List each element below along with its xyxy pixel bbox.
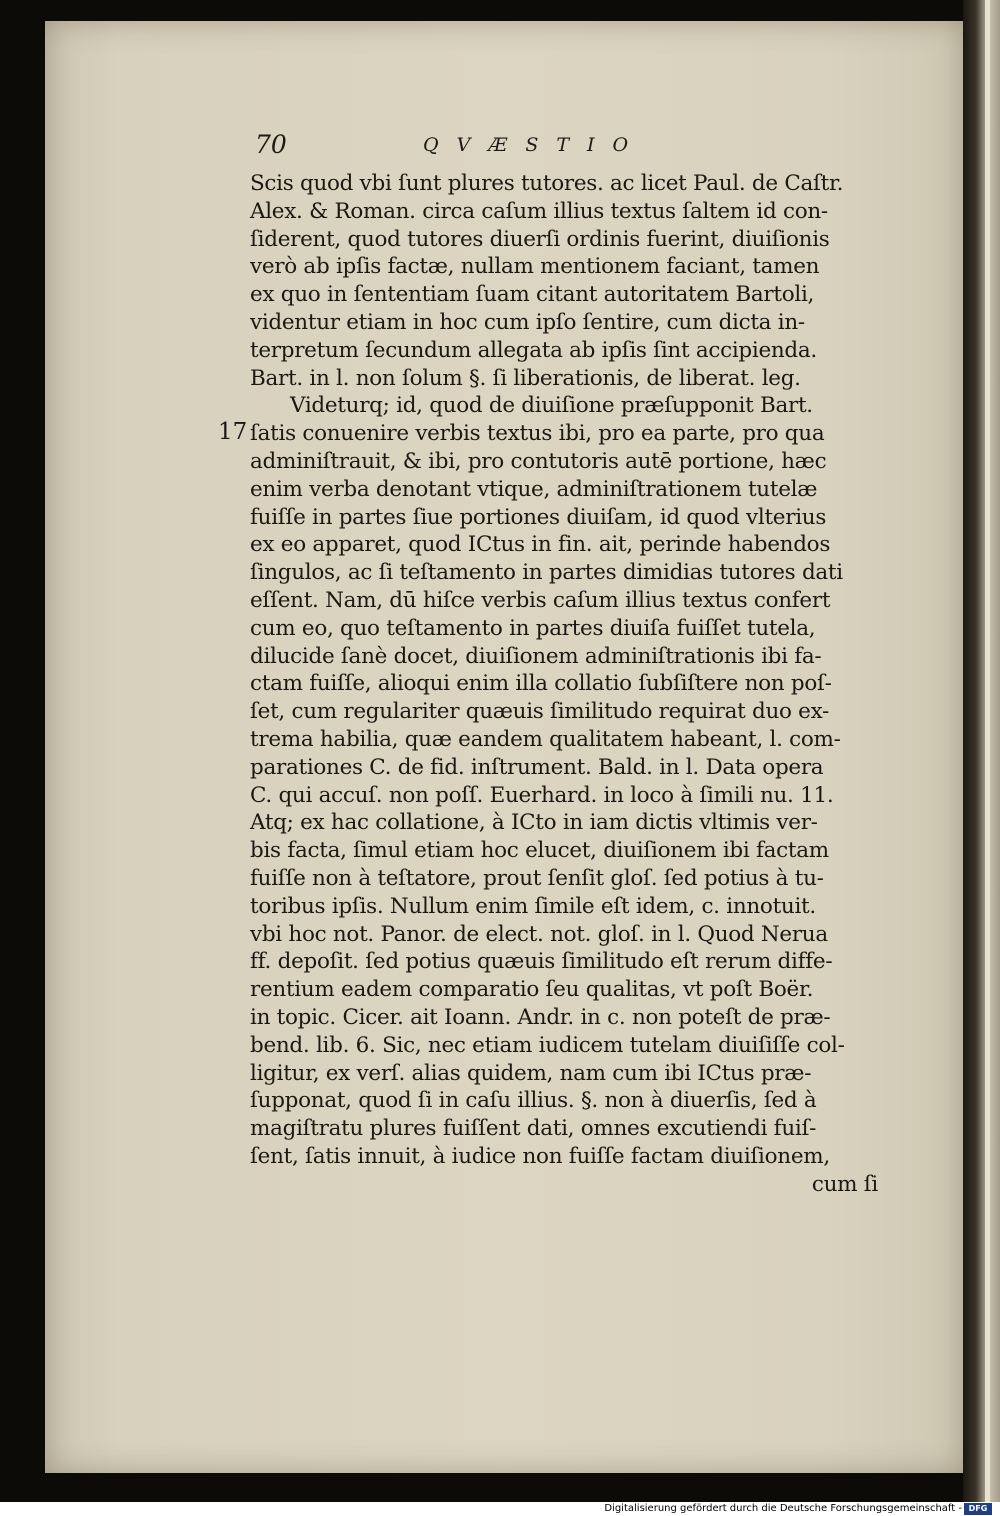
text-line: C. qui accuſ. non poſſ. Euerhard. in loco à ſimili nu. 11. <box>250 782 834 808</box>
dfg-logo-icon: DFG <box>964 1503 992 1515</box>
text-line: bend. lib. 6. Sic, nec etiam iudicem tutelam diuiſiſſe col- <box>250 1032 845 1058</box>
text-line: ex quo in ſententiam ſuam citant autoritatem Bartoli, <box>250 282 815 308</box>
text-line: toribus ipſis. Nullum enim ſimile eſt idem, c. innotuit. <box>250 893 816 919</box>
margin-note-number: 17 <box>218 419 248 445</box>
text-line: ſingulos, ac ſi teſtamento in partes dimidias tutores dati <box>250 560 843 586</box>
text-line: cum eo, quo teſtamento in partes diuiſa fuiſſet tutela, <box>250 615 816 641</box>
text-line: ſupponat, quod ſi in caſu illius. §. non à diuerſis, ſed à <box>250 1088 817 1114</box>
text-line: parationes C. de fid. inſtrument. Bald. in l. Data opera <box>250 754 824 780</box>
text-line: rentium eadem comparatio ſeu qualitas, vt poſt Boër. <box>250 977 814 1003</box>
page-body-text <box>250 170 878 1198</box>
running-title: QVÆSTIO <box>423 134 647 156</box>
book-edge <box>963 0 1000 1502</box>
text-line: vbi hoc not. Panor. de elect. not. gloſ. in l. Quod Nerua <box>250 921 828 947</box>
paragraph-start-line: Videturq; id, quod de diuiſione præſupponit Bart. <box>290 393 813 419</box>
text-line: verò ab ipſis factæ, nullam mentionem faciant, tamen <box>250 254 820 280</box>
text-line: ſiderent, quod tutores diuerſi ordinis fuerint, diuiſionis <box>250 226 830 252</box>
funding-notice: Digitalisierung gefördert durch die Deutsche Forschungsgemeinschaft - <box>604 1503 962 1514</box>
text-line: Atq; ex hac collatione, à ICto in iam dictis vltimis ver- <box>250 810 818 836</box>
text-line: fuiſſe in partes ſiue portiones diuiſam, id quod vlterius <box>250 504 827 530</box>
text-line: trema habilia, quæ eandem qualitatem habeant, l. com- <box>250 726 841 752</box>
text-line: Alex. & Roman. circa caſum illius textus ſaltem id con- <box>250 198 828 224</box>
text-line: ff. depoſit. ſed potius quæuis ſimilitudo eſt rerum diffe- <box>250 949 833 975</box>
text-line: Scis quod vbi ſunt plures tutores. ac licet Paul. de Caſtr. <box>250 171 844 196</box>
page-header <box>255 128 725 164</box>
text-line: fuiſſe non à teſtatore, prout ſenſit gloſ. ſed potius à tu- <box>250 865 824 891</box>
text-line: ligitur, ex verſ. alias quidem, nam cum ibi ICtus præ- <box>250 1060 812 1086</box>
text-line: enim verba denotant vtique, adminiſtrationem tutelæ <box>250 476 818 502</box>
text-line: bis facta, ſimul etiam hoc elucet, diuiſionem ibi factam <box>250 838 829 864</box>
text-line: ſet, cum regulariter quæuis ſimilitudo requirat duo ex- <box>250 699 830 725</box>
text-line: ctam fuiſſe, alioqui enim illa collatio ſubſiſtere non poſ- <box>250 671 832 697</box>
text-line: ex eo apparet, quod ICtus in fin. ait, perinde habendos <box>250 532 831 558</box>
digitization-footer <box>0 1502 1000 1516</box>
book-edge-highlight <box>985 0 990 1502</box>
text-line: videntur etiam in hoc cum ipſo ſentire, cum dicta in- <box>250 309 805 335</box>
text-line: adminiſtrauit, & ibi, pro contutoris autē portione, hæc <box>250 448 827 474</box>
catchword-line: cum ſi <box>811 1171 878 1197</box>
text-line: Bart. in l. non ſolum §. ſi liberationis, de liberat. leg. <box>250 365 801 391</box>
text-line: in topic. Cicer. ait Ioann. Andr. in c. non poteſt de præ- <box>250 1004 831 1030</box>
text-line: magiſtratu plures fuiſſent dati, omnes excutiendi fuiſ- <box>250 1116 817 1142</box>
page-number: 70 <box>255 130 287 159</box>
text-line: eſſent. Nam, dū hiſce verbis caſum illius textus confert <box>250 587 831 613</box>
text-line: ſent, ſatis innuit, à iudice non fuiſſe factam diuiſionem, <box>250 1143 830 1169</box>
text-line: terpretum ſecundum allegata ab ipſis ſint accipienda. <box>250 337 817 363</box>
text-line: ſatis conuenire verbis textus ibi, pro ea parte, pro qua <box>250 421 825 447</box>
text-line: dilucide ſanè docet, diuiſionem adminiſtrationis ibi fa- <box>250 643 822 669</box>
